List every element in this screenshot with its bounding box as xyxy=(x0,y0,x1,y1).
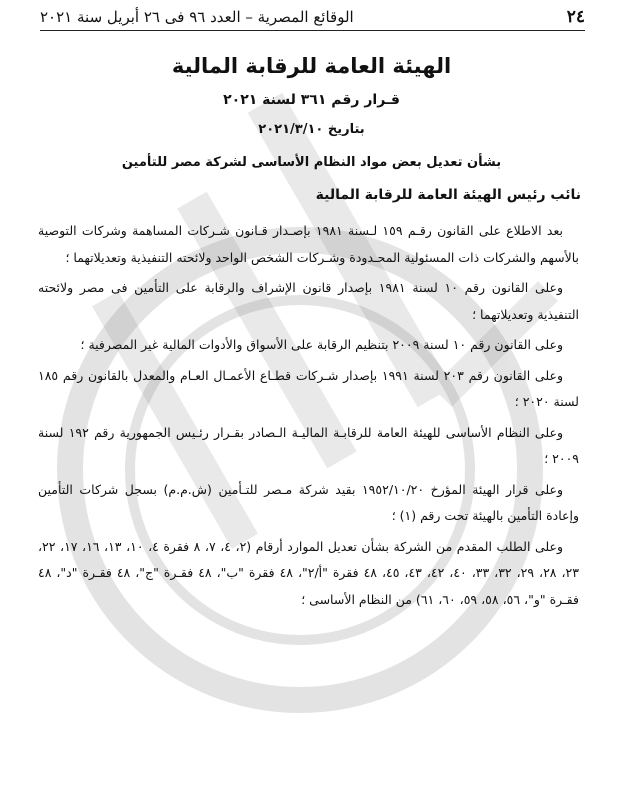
paragraph: وعلى القانون رقم ١٠ لسنة ١٩٨١ بإصدار قانون الإشراف والرقابة على التأمين فى مصر ولائحته التنفيذية وتعديلاتهما ؛ xyxy=(38,280,579,322)
issuer-title: نائب رئيس الهيئة العامة للرقابة المالية xyxy=(315,187,581,203)
paragraph: وعلى القانون رقم ٢٠٣ لسنة ١٩٩١ بإصدار شـركات قطـاع الأعمـال العـام والمعدل بالقانون رقم ١٨٥ لسنة ٢٠٢٠ ؛ xyxy=(38,367,579,409)
paragraph: بعد الاطلاع على القانون رقـم ١٥٩ لـسنة ١٩٨١ بإصـدار قـانون شـركات المساهمة وشركات التوصية بالأسهم والشركات ذات المسئولية المحـدودة وشـركات الشخص الواحد ولائحته التنفيذية وتعديلاتهما ؛ xyxy=(38,223,579,265)
decree-number: قـرار رقم ٣٦١ لسنة ٢٠٢١ xyxy=(223,92,400,108)
decree-subject: بشأن تعديل بعض مواد النظام الأساسى لشركة مصر للتأمين xyxy=(121,155,502,170)
authority-title: الهيئة العامة للرقابة المالية xyxy=(171,54,452,78)
decree-date: بتاريخ ٢٠٢١/٣/١٠ xyxy=(258,122,365,137)
paragraph: وعلى الطلب المقدم من الشركة بشأن تعديل الموارد أرقام (٢، ٤، ٧، ٨ فقرة ٤، ١٠، ١٣، ١٦، ١٧، ٢٢، ٢٣، ٢٨، ٢٩، ٣٢، ٣٣، ٤٠، ٤٢، ٤٣، ٤٥، ٤٨ فقرة "أ/٢"، ٤٨ فقرة "ب"، ٤٨ فقـرة "ج"، ٤٨ فقـرة "د"، ٤٨ فقـرة "و"، ٥٦، ٥٨، ٥٩، ٦٠، ٦١) من النظام الأساسى ؛ xyxy=(38,538,579,607)
paragraph: وعلى النظام الأساسى للهيئة العامة للرقابـة الماليـة الـصادر بقـرار رئـيس الجمهورية رقم ١٩٢ لسنة ٢٠٠٩ ؛ xyxy=(38,424,579,466)
page-header xyxy=(40,4,585,31)
paragraph: وعلى قرار الهيئة المؤرخ ١٩٥٢/١٠/٢٠ بقيد شركة مـصر للتـأمين (ش.م.م) بسجل شركات التأمين وإعادة التأمين بالهيئة تحت رقم (١) ؛ xyxy=(38,481,579,523)
page-number: ٢٤ xyxy=(566,7,585,27)
gazette-title: الوقائع المصرية – العدد ٩٦ فى ٢٦ أبريل سنة ٢٠٢١ xyxy=(40,8,354,26)
decree-body xyxy=(38,218,579,617)
paragraph: وعلى القانون رقم ١٠ لسنة ٢٠٠٩ بتنظيم الرقابة على الأسواق والأدوات المالية غير المصرفية ؛ xyxy=(80,337,563,352)
